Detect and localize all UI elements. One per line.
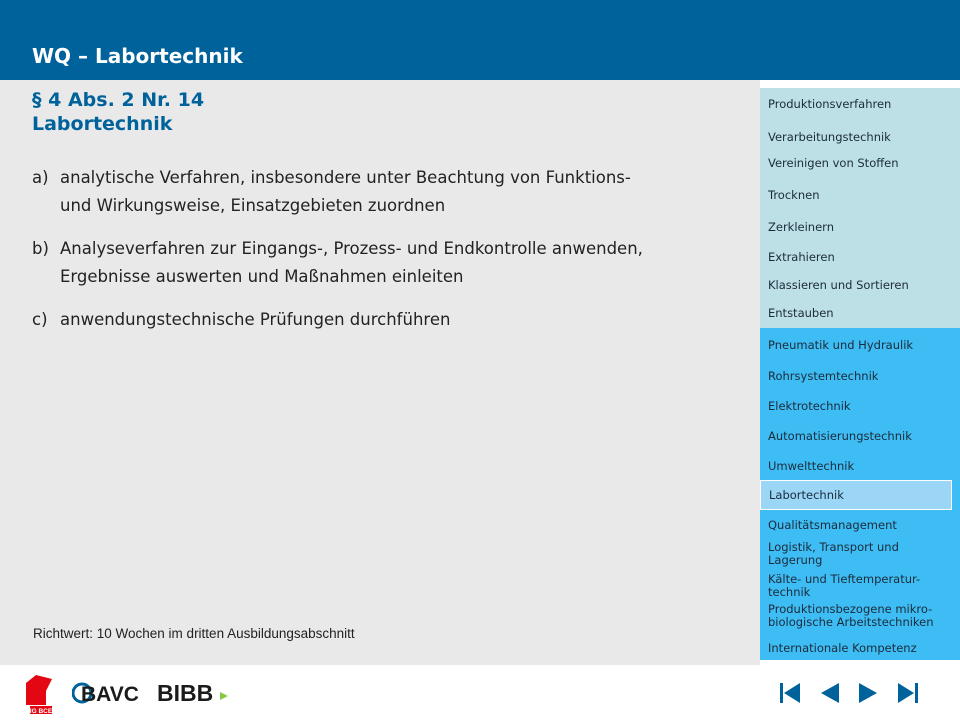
footer-bar [0, 665, 960, 720]
item-text: analytische Verfahren, insbesondere unter Beachtung von Funktions- und Wirkungsweise, Einsatzgebieten zuordnen [60, 168, 631, 215]
section-reference: § 4 Abs. 2 Nr. 14 [32, 89, 205, 111]
competency-list [32, 164, 737, 349]
item-text: Analyseverfahren zur Eingangs-, Prozess- und Endkontrolle anwenden, Ergebnisse auswerten und Maßnahmen einleiten [60, 239, 643, 286]
item-text: anwendungstechnische Prüfungen durchführen [60, 310, 451, 329]
item-label: b) [32, 239, 49, 258]
sidebar-nav [760, 88, 960, 660]
sidebar-item-labortechnik[interactable] [760, 480, 952, 510]
section-heading [32, 88, 204, 136]
sidebar-item-trocknen[interactable]: Trocknen [768, 188, 820, 202]
sidebar-item-label: Labortechnik [769, 487, 844, 502]
header-bar [0, 0, 960, 80]
bavc-logo [72, 679, 140, 707]
main-content [0, 80, 760, 665]
next-page-icon[interactable] [853, 679, 883, 707]
list-item-c [32, 306, 737, 334]
igbce-logo [22, 675, 56, 715]
sidebar-group-technik [760, 328, 960, 660]
sidebar-item-umwelttechnik[interactable]: Umwelttechnik [768, 459, 855, 473]
sidebar-item-pneumatik[interactable]: Pneumatik und Hydraulik [768, 338, 914, 352]
item-label: c) [32, 310, 48, 329]
list-item-a [32, 164, 737, 220]
section-title: Labortechnik [32, 113, 173, 135]
sidebar-item-elektrotechnik[interactable]: Elektrotechnik [768, 399, 851, 413]
sidebar-group-production [760, 88, 960, 328]
sidebar-item-kaeltetechnik[interactable]: Kälte- und Tieftemperatur- technik [768, 572, 921, 599]
sidebar-item-klassieren[interactable]: Klassieren und Sortieren [768, 278, 909, 292]
bibb-logo-text: BIBB [157, 680, 214, 706]
sidebar-item-automatisierungstechnik[interactable]: Automatisierungstechnik [768, 429, 912, 443]
first-page-icon[interactable] [775, 679, 805, 707]
sidebar-item-rohrsystemtechnik[interactable]: Rohrsystemtechnik [768, 369, 879, 383]
sidebar-item-verarbeitungstechnik[interactable]: Verarbeitungstechnik [768, 130, 891, 144]
previous-page-icon[interactable] [815, 679, 845, 707]
sidebar-item-produktionsverfahren[interactable]: Produktionsverfahren [768, 97, 892, 111]
sidebar-item-entstauben[interactable]: Entstauben [768, 306, 834, 320]
bavc-logo-text: BAVC [81, 683, 139, 706]
sidebar-item-extrahieren[interactable]: Extrahieren [768, 250, 835, 264]
sidebar-item-vereinigen[interactable]: Vereinigen von Stoffen [768, 156, 899, 170]
bibb-logo [157, 679, 233, 707]
sidebar-item-logistik[interactable]: Logistik, Transport und Lagerung [768, 540, 899, 567]
sidebar-item-mikrobiologie[interactable]: Produktionsbezogene mikro- biologische Arbeitstechniken [768, 602, 934, 629]
footnote: Richtwert: 10 Wochen im dritten Ausbildungsabschnitt [33, 626, 355, 641]
igbce-logo-text: IG BCE [29, 708, 53, 715]
page-title: WQ – Labortechnik [32, 44, 243, 68]
sidebar-item-internationale-kompetenz[interactable]: Internationale Kompetenz [768, 641, 917, 655]
sidebar-item-zerkleinern[interactable]: Zerkleinern [768, 220, 834, 234]
item-label: a) [32, 168, 49, 187]
list-item-b [32, 235, 737, 291]
last-page-icon[interactable] [893, 679, 923, 707]
sidebar-item-qualitaetsmanagement[interactable]: Qualitätsmanagement [768, 518, 897, 532]
